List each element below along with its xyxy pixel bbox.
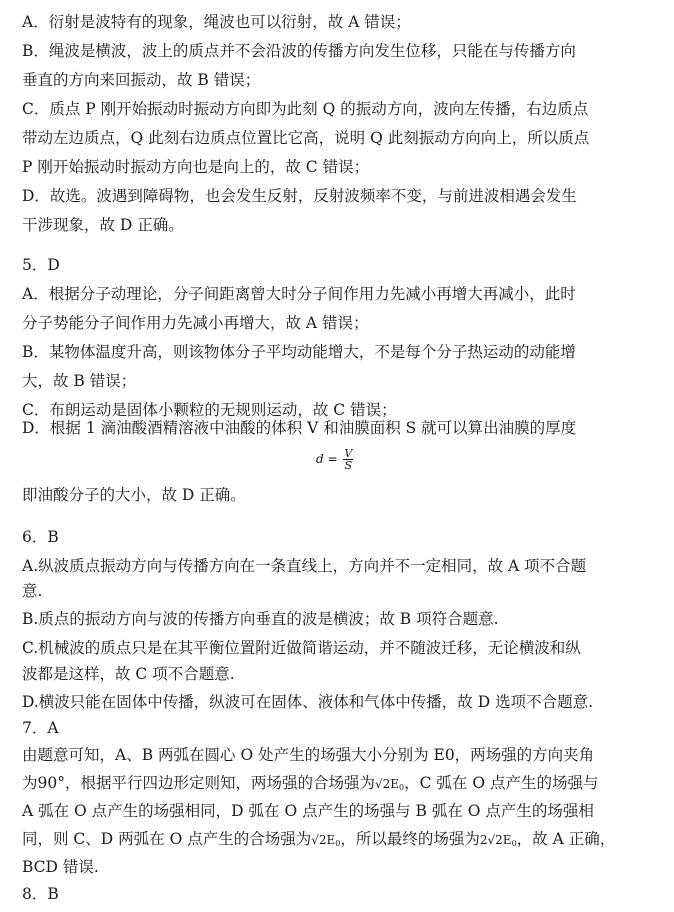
q6-option-a-line2: 意. <box>22 582 43 600</box>
q7-line4-text-c: ，故 A 正确， <box>516 830 616 848</box>
q4-option-c-line3: P 刚开始振动时振动方向也是向上的，故 C 错误； <box>22 158 370 176</box>
q7-line4-text-a: 同，则 C、D 两弧在 O 点产生的合场强为 <box>22 830 312 848</box>
subscript-zero: 0 <box>511 839 517 848</box>
q4-option-b-line1: B．绳波是横波，波上的质点并不会沿波的传播方向发生位移，只能在与传播方向 <box>22 42 576 60</box>
q7-line2-text-b: ，C 弧在 O 点产生的场强与 <box>404 774 599 792</box>
q4-option-d-line1: D．故选。波遇到障碍物，也会发生反射，反射波频率不变，与前进波相遇会发生 <box>22 187 577 205</box>
q5-option-b-line2: 大，故 B 错误； <box>22 372 137 390</box>
subscript-zero: 0 <box>335 839 341 848</box>
q6-option-c-line2: 波都是这样，故 C 项不合题意. <box>22 665 235 683</box>
q5-option-c: C．布朗运动是固体小颗粒的无规则运动，故 C 错误； <box>22 401 397 419</box>
q6-heading: 6．B <box>22 528 59 546</box>
q5-option-a-line1: A．根据分子动理论，分子间距离曾大时分子间作用力先减小再增大再减小，此时 <box>22 285 576 303</box>
q6-option-d: D.横波只能在固体中传播，纵波可在固体、液体和气体中传播，故 D 选项不合题意. <box>22 693 594 711</box>
q4-option-d-line2: 干涉现象，故 D 正确。 <box>22 216 184 234</box>
q4-option-b-line2: 垂直的方向来回振动，故 B 错误； <box>22 71 261 89</box>
formula-lhs: d = <box>316 452 338 466</box>
q7-line3: A 弧在 O 点产生的场强相同，D 弧在 O 点产生的场强与 B 弧在 O 点产生的场强相 <box>22 802 594 820</box>
sqrt2-e0-second-value: √2E <box>311 833 336 847</box>
subscript-zero: 0 <box>399 783 405 792</box>
q6-option-b: B.质点的振动方向与波的传播方向垂直的波是横波；故 B 项符合题意. <box>22 610 499 628</box>
q7-line1: 由题意可知，A、B 两弧在圆心 O 处产生的场强大小分别为 E0，两场强的方向夹角 <box>22 746 595 764</box>
q7-line4-text-b: ，所以最终的场强为 <box>340 830 480 848</box>
formula-denominator: S <box>344 459 353 472</box>
formula-numerator: V <box>344 447 353 460</box>
formula-fraction <box>343 448 353 471</box>
q5-option-a-line2: 分子势能分子间作用力先减小再增大，故 A 错误； <box>22 314 369 332</box>
q5-heading: 5．D <box>22 256 60 274</box>
q6-option-a-line1: A.纵波质点振动方向与传播方向在一条直线上，方向并不一定相同，故 A 项不合题 <box>22 557 587 575</box>
q5-option-d-line2: 即油酸分子的大小，故 D 正确。 <box>22 486 246 504</box>
q7-line5: BCD 错误. <box>22 858 99 876</box>
q7-line2 <box>22 773 598 798</box>
q7-line4 <box>22 829 615 854</box>
q7-line2-text-a: 为90°，根据平行四边形定则知，两场强的合场强为 <box>22 774 375 792</box>
thickness-formula <box>316 448 353 471</box>
q4-option-c-line1: C．质点 P 刚开始振动时振动方向即为此刻 Q 的振动方向，波向左传播，右边质点 <box>22 100 589 118</box>
q4-option-c-line2: 带动左边质点，Q 此刻右边质点位置比它高，说明 Q 此刻振动方向向上，所以质点 <box>22 129 590 147</box>
sqrt2-e0-second <box>311 833 340 847</box>
sqrt2-e0-first-value: √2E <box>374 777 400 791</box>
two-sqrt2-e0-value: 2√2E <box>479 833 512 847</box>
two-sqrt2-e0 <box>480 833 517 847</box>
q5-option-d-line1: D．根据 1 滴油酸酒精溶液中油酸的体积 V 和油膜面积 S 就可以算出油膜的厚度 <box>22 419 577 437</box>
q4-option-a: A．衍射是波特有的现象，绳波也可以衍射，故 A 错误； <box>22 13 411 31</box>
q8-heading: 8．B <box>22 885 59 903</box>
q7-heading: 7．A <box>22 719 59 737</box>
q6-option-c-line1: C.机械波的质点只是在其平衡位置附近做简谐运动，并不随波迁移，无论横波和纵 <box>22 639 581 657</box>
sqrt2-e0-first <box>375 777 404 791</box>
q5-option-b-line1: B．某物体温度升高，则该物体分子平均动能增大，不是每个分子热运动的动能增 <box>22 343 576 361</box>
